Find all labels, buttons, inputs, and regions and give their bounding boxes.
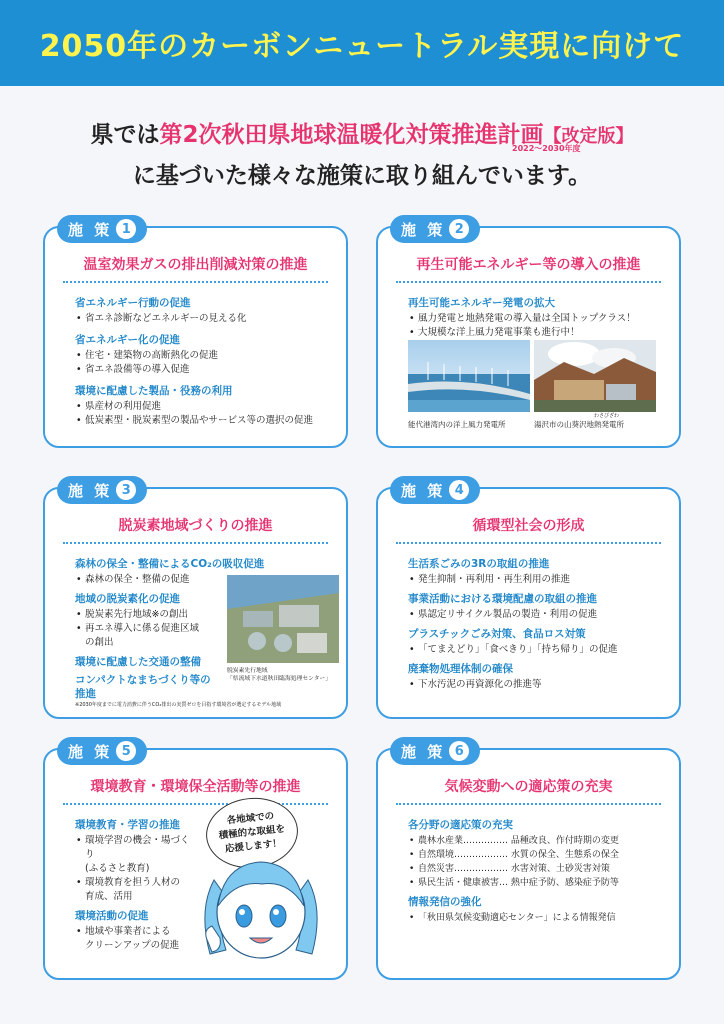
list-item: • 省エネ設備等の導入促進: [75, 363, 332, 377]
divider: [63, 542, 328, 544]
measure-title: 温室効果ガスの排出削減対策の推進: [83, 257, 308, 273]
measure-tag-1: [57, 215, 147, 243]
mascot-girl-illustration: [196, 850, 326, 966]
bubble-line: 積極的な取組を: [218, 823, 286, 842]
list-item: • 下水汚泥の再資源化の推進等: [408, 678, 665, 692]
subheading: 再生可能エネルギー発電の拡大: [408, 297, 555, 309]
measure-number: 1: [116, 219, 136, 239]
list-item: • 発生抑制・再利用・再生利用の推進: [408, 573, 665, 587]
geothermal-plant-photo: [534, 340, 656, 412]
photo-caption: 能代港湾内の洋上風力発電所: [408, 420, 506, 429]
list-item: • 自然環境……………… 水質の保全、生態系の保全: [408, 848, 671, 862]
measure-card-4: [376, 481, 681, 719]
furigana: わさびざわ: [594, 413, 620, 419]
measure-tag-label: 施 策: [68, 220, 113, 239]
page-title: 2050年のカーボンニュートラル実現に向けて: [39, 29, 685, 64]
list-item-cont: クリーンアップの促進: [85, 940, 180, 951]
sewage-treatment-center-photo: [227, 575, 339, 663]
page-header: [0, 0, 724, 86]
list-item: • 県認定リサイクル製品の製造・利用の促進: [408, 608, 665, 622]
plan-years: 2022〜2030年度: [512, 144, 581, 153]
measure-tag-label: 施 策: [401, 742, 446, 761]
divider: [63, 803, 328, 805]
measure-tag-6: [390, 737, 480, 765]
subheading: 地域の脱炭素化の促進: [75, 593, 180, 605]
photo-caption: 湯沢市の山葵沢地熱発電所: [534, 420, 624, 429]
measure-card-2: [376, 220, 681, 448]
measure-body: [408, 292, 665, 340]
footnote: ※2030年度までに電力消費に伴うCO₂排出の実質ゼロを目指す環境省が選定するモデル地域: [75, 702, 282, 708]
list-item: • 農林水産業…………… 品種改良、作付時期の変更: [408, 834, 671, 848]
subheading: 生活系ごみの3Rの取組の推進: [408, 558, 550, 570]
measure-body: [408, 814, 671, 925]
subheading: 省エネルギー化の促進: [75, 334, 180, 346]
list-item: • 県産材の利用促進: [75, 400, 332, 414]
measure-body: [75, 292, 332, 428]
subheading: 各分野の適応策の充実: [408, 819, 513, 831]
list-item: • 自然災害……………… 水害対策、土砂災害対策: [408, 862, 671, 876]
intro-text: [0, 118, 724, 194]
measure-number: 6: [449, 741, 469, 761]
measure-number: 3: [116, 480, 136, 500]
list-item-cont: の創出: [85, 637, 114, 648]
measure-tag-label: 施 策: [68, 742, 113, 761]
photo-caption-1: 脱炭素先行地域: [227, 668, 268, 674]
subheading: 環境教育・学習の推進: [75, 819, 180, 831]
list-item: • 風力発電と地熱発電の導入量は全国トップクラス！: [408, 312, 665, 326]
list-item: • 「てまえどり」「食べきり」「持ち帰り」の促進: [408, 643, 665, 657]
list-item: • 「秋田県気候変動適応センター」による情報発信: [408, 911, 671, 925]
list-item: • 県民生活・健康被害… 熱中症予防、感染症予防等: [408, 876, 671, 890]
subheading: 環境に配慮した交通の整備: [75, 656, 201, 668]
subheading: 推進: [75, 688, 96, 700]
divider: [396, 542, 661, 544]
plan-name: 第2次秋田県地球温暖化対策推進計画: [159, 122, 544, 148]
list-item: • 脱炭素先行地域※の創出: [75, 608, 332, 622]
bubble-line: 各地域での: [226, 810, 275, 827]
list-item: • 環境教育を担う人材の: [75, 876, 196, 890]
photo-caption-2: 「県流域下水道秋田臨海処理センター」: [227, 676, 332, 682]
list-item: • 地域や事業者による: [75, 925, 196, 939]
measure-title: 環境教育・環境保全活動等の推進: [90, 779, 301, 795]
photo-wind-farm: [408, 340, 530, 430]
photo-geothermal: [534, 340, 656, 430]
list-item: • 大規模な洋上風力発電事業も進行中！: [408, 326, 665, 340]
divider: [396, 803, 661, 805]
measure-body: [75, 814, 196, 953]
list-item: • 住宅・建築物の高断熱化の促進: [75, 349, 332, 363]
subheading: プラスチックごみ対策、食品ロス対策: [408, 628, 586, 640]
measure-card-6: [376, 742, 681, 980]
measure-tag-2: [390, 215, 480, 243]
subheading: 環境に配慮した製品・役務の利用: [75, 385, 233, 397]
subheading: 事業活動における環境配慮の取組の推進: [408, 593, 597, 605]
intro-line-2: に基づいた様々な施策に取り組んでいます。: [132, 163, 592, 189]
measure-number: 5: [116, 741, 136, 761]
measure-tag-label: 施 策: [401, 481, 446, 500]
measure-tag-label: 施 策: [401, 220, 446, 239]
plan-version: 【改定版】: [543, 126, 634, 147]
measure-title: 再生可能エネルギー等の導入の推進: [416, 257, 641, 273]
list-item: • 低炭素型・脱炭素型の製品やサービス等の選択の促進: [75, 414, 332, 428]
subheading: 省エネルギー行動の促進: [75, 297, 191, 309]
bubble-line: 応援します！: [224, 837, 283, 855]
list-item-cont: 育成、活用: [85, 891, 133, 902]
subheading: 環境活動の促進: [75, 910, 149, 922]
measure-tag-label: 施 策: [68, 481, 113, 500]
photo-treatment-center: [227, 575, 339, 682]
measure-tag-3: [57, 476, 147, 504]
list-item: • 環境学習の機会・場づくり: [75, 834, 196, 862]
measure-number: 2: [449, 219, 469, 239]
measure-title: 気候変動への適応策の充実: [444, 779, 613, 795]
subheading: 廃棄物処理体制の確保: [408, 663, 513, 675]
measure-tag-5: [57, 737, 147, 765]
subheading: コンパクトなまちづくり等の: [75, 674, 211, 686]
intro-prefix: 県では: [90, 122, 160, 148]
list-item: • 再エネ導入に係る促進区域: [75, 622, 332, 636]
measure-tag-4: [390, 476, 480, 504]
subheading: 森林の保全・整備によるCO₂の吸収促進: [75, 558, 265, 570]
list-item: • 森林の保全・整備の促進: [75, 573, 332, 587]
measure-title: 循環型社会の形成: [472, 518, 585, 534]
measure-title: 脱炭素地域づくりの推進: [118, 518, 273, 534]
list-item: • 省エネ診断などエネルギーの見える化: [75, 312, 332, 326]
measure-body: [408, 553, 665, 692]
measure-card-3: [43, 481, 348, 719]
subheading: 情報発信の強化: [408, 896, 482, 908]
divider: [63, 281, 328, 283]
offshore-wind-farm-photo: [408, 340, 530, 412]
intro-line-1: [0, 118, 724, 154]
measure-number: 4: [449, 480, 469, 500]
measure-card-1: [43, 220, 348, 448]
divider: [396, 281, 661, 283]
list-item-cont: (ふるさと教育): [85, 863, 150, 874]
